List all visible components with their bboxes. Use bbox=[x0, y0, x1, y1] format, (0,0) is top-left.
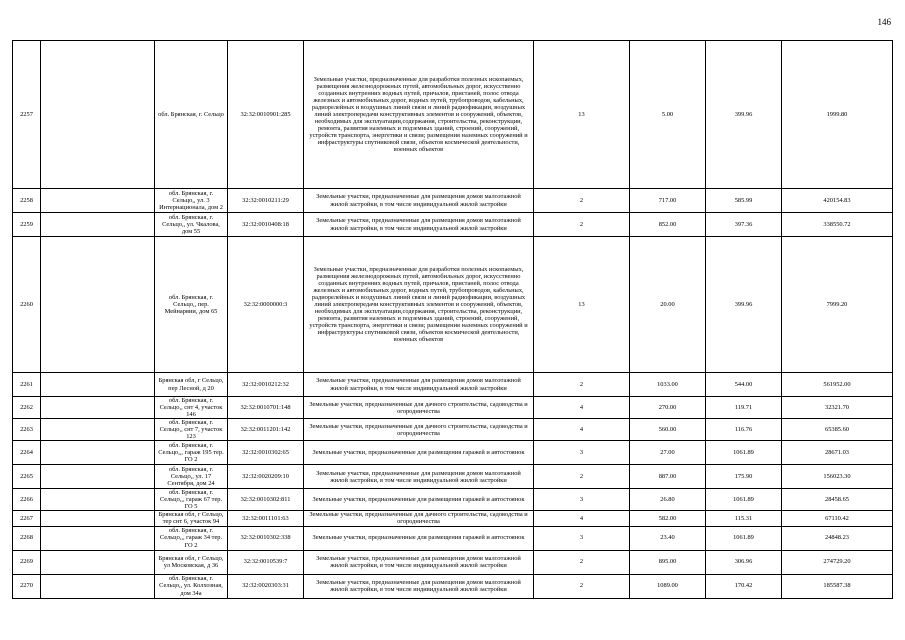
cell-cadastral: 32:32:0020209:10 bbox=[228, 465, 304, 489]
cell-group: 4 bbox=[534, 511, 630, 526]
table-row bbox=[13, 237, 893, 373]
cell-area: 717.00 bbox=[630, 189, 706, 213]
cell-cadastral: 32:32:0010901:285 bbox=[228, 41, 304, 189]
cell-num: 2257 bbox=[13, 41, 41, 189]
cell-cadastral: 32:32:0010539:7 bbox=[228, 550, 304, 574]
cell-area: 852.00 bbox=[630, 213, 706, 237]
table-row bbox=[13, 213, 893, 237]
cell-address: Брянская обл, г Сельцо, пер Лесной, д 20 bbox=[155, 373, 228, 397]
cell-num: 2258 bbox=[13, 189, 41, 213]
cell-purpose: Земельные участки, предназначенные для разработки полезных ископаемых, размещения железнодорожных путей, автомобильных дорог, искусственно созданных внутренних водных путей, причалов, пристаней, полос отвода железных и автомобильных дорог, водных путей, трубопроводов, кабельных, радиорелейных и воздушных линий связи и линий радиофикации, воздушных линий электропередачи конструктивных элементов и сооружений, объектов, необходимых для эксплуатации,содержания, строительства, реконструкции, ремонта, развития наземных и подземных зданий, строений, сооружений, устройств транспорта, энергетики и связи; размещения наземных сооружений и инфраструктуры спутниковой связи, объектов космической деятельности, военных объектов bbox=[304, 41, 534, 189]
cell-address: обл. Брянская, г. Сельцо,, ул. 3 Интернационала, дом 2 bbox=[155, 189, 228, 213]
cell-num: 2262 bbox=[13, 397, 41, 419]
table-row bbox=[13, 550, 893, 574]
cell-address: обл. Брянская, г. Сельцо,, снт 7, участок 123 bbox=[155, 419, 228, 441]
cell-cadastral: 32:32:0010212:32 bbox=[228, 373, 304, 397]
cell-purpose: Земельные участки, предназначенные для размещения гаражей и автостоянок bbox=[304, 489, 534, 511]
table-row bbox=[13, 489, 893, 511]
cell-value: 7999.20 bbox=[782, 237, 893, 373]
page-number: 146 bbox=[877, 17, 891, 27]
cell-empty bbox=[41, 574, 155, 598]
cell-price: 544.00 bbox=[706, 373, 782, 397]
table-body bbox=[13, 41, 893, 599]
cell-num: 2270 bbox=[13, 574, 41, 598]
cell-value: 1999.80 bbox=[782, 41, 893, 189]
cell-price: 116.76 bbox=[706, 419, 782, 441]
cell-price: 119.71 bbox=[706, 397, 782, 419]
cell-group: 13 bbox=[534, 237, 630, 373]
cell-num: 2265 bbox=[13, 465, 41, 489]
table-row bbox=[13, 526, 893, 550]
cell-empty bbox=[41, 41, 155, 189]
cell-value: 65385.60 bbox=[782, 419, 893, 441]
cell-address: обл. Брянская, г. Сельцо,, пер. Мейнарвии, дом 65 bbox=[155, 237, 228, 373]
cell-area: 5.00 bbox=[630, 41, 706, 189]
cell-area: 1033.00 bbox=[630, 373, 706, 397]
cell-value: 156023.30 bbox=[782, 465, 893, 489]
cell-price: 1061.89 bbox=[706, 489, 782, 511]
cell-num: 2266 bbox=[13, 489, 41, 511]
cell-cadastral: 32:32:0010701:148 bbox=[228, 397, 304, 419]
cell-price: 115.31 bbox=[706, 511, 782, 526]
cell-empty bbox=[41, 550, 155, 574]
cell-value: 28458.65 bbox=[782, 489, 893, 511]
cell-num: 2264 bbox=[13, 441, 41, 465]
cell-group: 2 bbox=[534, 373, 630, 397]
cell-group: 2 bbox=[534, 213, 630, 237]
cell-address: обл. Брянская, г. Сельцо,,, гараж 34 тер. ГО 2 bbox=[155, 526, 228, 550]
table-row bbox=[13, 465, 893, 489]
cell-cadastral: 32:32:0020303:31 bbox=[228, 574, 304, 598]
cell-group: 4 bbox=[534, 419, 630, 441]
cell-group: 2 bbox=[534, 189, 630, 213]
table-row bbox=[13, 373, 893, 397]
table-row bbox=[13, 419, 893, 441]
cell-price: 306.96 bbox=[706, 550, 782, 574]
cell-address: обл. Брянская, г. Сельцо,, ул. Колхозная, дом 34а bbox=[155, 574, 228, 598]
cell-address: обл. Брянская, г. Сельцо,, снт 4, участок 146 bbox=[155, 397, 228, 419]
cell-address: обл. Брянская, г. Сельцо,, ул. 17 Сентября, дом 24 bbox=[155, 465, 228, 489]
table-row bbox=[13, 511, 893, 526]
cell-purpose: Земельные участки, предназначенные для размещения гаражей и автостоянок bbox=[304, 526, 534, 550]
cell-cadastral: 32:32:0010302:811 bbox=[228, 489, 304, 511]
cell-purpose: Земельные участки, предназначенные для размещения домов малоэтажной жилой застройки, в том числе индивидуальной жилой застройки bbox=[304, 213, 534, 237]
cell-price: 175.90 bbox=[706, 465, 782, 489]
cell-num: 2267 bbox=[13, 511, 41, 526]
cell-address: Брянская обл, г Сельцо, тер снт 6, участок 94 bbox=[155, 511, 228, 526]
cell-group: 2 bbox=[534, 550, 630, 574]
cell-area: 895.00 bbox=[630, 550, 706, 574]
cell-group: 3 bbox=[534, 441, 630, 465]
cell-area: 27.00 bbox=[630, 441, 706, 465]
cell-empty bbox=[41, 397, 155, 419]
cell-cadastral: 32:32:0010302:65 bbox=[228, 441, 304, 465]
cell-cadastral: 32:32:0010211:29 bbox=[228, 189, 304, 213]
cell-num: 2259 bbox=[13, 213, 41, 237]
table-row bbox=[13, 397, 893, 419]
cell-purpose: Земельные участки, предназначенные для размещения домов малоэтажной жилой застройки, в том числе индивидуальной жилой застройки bbox=[304, 574, 534, 598]
cell-group: 3 bbox=[534, 526, 630, 550]
cell-empty bbox=[41, 419, 155, 441]
cell-purpose: Земельные участки, предназначенные для размещения домов малоэтажной жилой застройки, в том числе индивидуальной жилой застройки bbox=[304, 465, 534, 489]
cell-value: 561952.00 bbox=[782, 373, 893, 397]
cell-price: 1061.89 bbox=[706, 441, 782, 465]
cell-purpose: Земельные участки, предназначенные для дачного строительства, садоводства и огородничества bbox=[304, 511, 534, 526]
cadastral-value-table bbox=[12, 40, 893, 599]
cell-address: обл. Брянская, г. Сельцо bbox=[155, 41, 228, 189]
cell-price: 399.96 bbox=[706, 41, 782, 189]
cell-area: 582.00 bbox=[630, 511, 706, 526]
cell-value: 420154.83 bbox=[782, 189, 893, 213]
cell-cadastral: 32:32:0011201:142 bbox=[228, 419, 304, 441]
cell-address: обл. Брянская, г. Сельцо,, ул. Чкалова, дом 55 bbox=[155, 213, 228, 237]
cell-purpose: Земельные участки, предназначенные для размещения гаражей и автостоянок bbox=[304, 441, 534, 465]
cell-address: Брянская обл, г Сельцо, ул Московская, д 36 bbox=[155, 550, 228, 574]
cell-empty bbox=[41, 213, 155, 237]
cell-address: обл. Брянская, г. Сельцо,,, гараж 67 тер. ГО 5 bbox=[155, 489, 228, 511]
cell-empty bbox=[41, 489, 155, 511]
cell-group: 3 bbox=[534, 489, 630, 511]
cell-price: 585.99 bbox=[706, 189, 782, 213]
cell-purpose: Земельные участки, предназначенные для разработки полезных ископаемых, размещения железнодорожных путей, автомобильных дорог, искусственно созданных внутренних водных путей, причалов, пристаней, полос отвода железных и автомобильных дорог, водных путей, трубопроводов, кабельных, радиорелейных и воздушных линий связи и линий радиофикации, воздушных линий электропередачи конструктивных элементов и сооружений, объектов, необходимых для эксплуатации,содержания, строительства, реконструкции, ремонта, развития наземных и подземных зданий, строений, сооружений, устройств транспорта, энергетики и связи; размещения наземных сооружений и инфраструктуры спутниковой связи, объектов космической деятельности, военных объектов bbox=[304, 237, 534, 373]
cell-num: 2269 bbox=[13, 550, 41, 574]
cell-empty bbox=[41, 237, 155, 373]
cell-empty bbox=[41, 441, 155, 465]
cell-address: обл. Брянская, г. Сельцо,,, гараж 195 тер. ГО 2 bbox=[155, 441, 228, 465]
cell-value: 28671.03 bbox=[782, 441, 893, 465]
table-row bbox=[13, 574, 893, 598]
cell-purpose: Земельные участки, предназначенные для дачного строительства, садоводства и огородничества bbox=[304, 419, 534, 441]
cell-value: 32321.70 bbox=[782, 397, 893, 419]
cell-cadastral: 32:32:0011101:63 bbox=[228, 511, 304, 526]
cell-group: 4 bbox=[534, 397, 630, 419]
cell-group: 2 bbox=[534, 465, 630, 489]
cell-area: 887.00 bbox=[630, 465, 706, 489]
cell-area: 560.00 bbox=[630, 419, 706, 441]
cell-group: 2 bbox=[534, 574, 630, 598]
cell-value: 67110.42 bbox=[782, 511, 893, 526]
cell-cadastral: 32:32:0000000:3 bbox=[228, 237, 304, 373]
cell-purpose: Земельные участки, предназначенные для размещения домов малоэтажной жилой застройки, в том числе индивидуальной жилой застройки bbox=[304, 189, 534, 213]
cell-area: 20.00 bbox=[630, 237, 706, 373]
cell-value: 24848.23 bbox=[782, 526, 893, 550]
cell-area: 23.40 bbox=[630, 526, 706, 550]
cell-empty bbox=[41, 189, 155, 213]
cell-num: 2268 bbox=[13, 526, 41, 550]
table-row bbox=[13, 189, 893, 213]
cell-value: 338550.72 bbox=[782, 213, 893, 237]
cell-area: 26.80 bbox=[630, 489, 706, 511]
cell-empty bbox=[41, 465, 155, 489]
cell-price: 170.42 bbox=[706, 574, 782, 598]
cell-num: 2261 bbox=[13, 373, 41, 397]
cell-price: 397.36 bbox=[706, 213, 782, 237]
cell-num: 2263 bbox=[13, 419, 41, 441]
cell-value: 185587.38 bbox=[782, 574, 893, 598]
cell-area: 270.00 bbox=[630, 397, 706, 419]
cell-group: 13 bbox=[534, 41, 630, 189]
cell-purpose: Земельные участки, предназначенные для размещения домов малоэтажной жилой застройки, в том числе индивидуальной жилой застройки bbox=[304, 373, 534, 397]
cell-value: 274729.20 bbox=[782, 550, 893, 574]
cell-cadastral: 32:32:0010408:18 bbox=[228, 213, 304, 237]
cell-price: 1061.89 bbox=[706, 526, 782, 550]
cell-purpose: Земельные участки, предназначенные для дачного строительства, садоводства и огородничества bbox=[304, 397, 534, 419]
cell-empty bbox=[41, 511, 155, 526]
cell-purpose: Земельные участки, предназначенные для размещения домов малоэтажной жилой застройки, в том числе индивидуальной жилой застройки bbox=[304, 550, 534, 574]
cell-num: 2260 bbox=[13, 237, 41, 373]
cell-empty bbox=[41, 526, 155, 550]
cell-price: 399.96 bbox=[706, 237, 782, 373]
cell-cadastral: 32:32:0010302:338 bbox=[228, 526, 304, 550]
cell-empty bbox=[41, 373, 155, 397]
table-row bbox=[13, 41, 893, 189]
cell-area: 1089.00 bbox=[630, 574, 706, 598]
table-row bbox=[13, 441, 893, 465]
